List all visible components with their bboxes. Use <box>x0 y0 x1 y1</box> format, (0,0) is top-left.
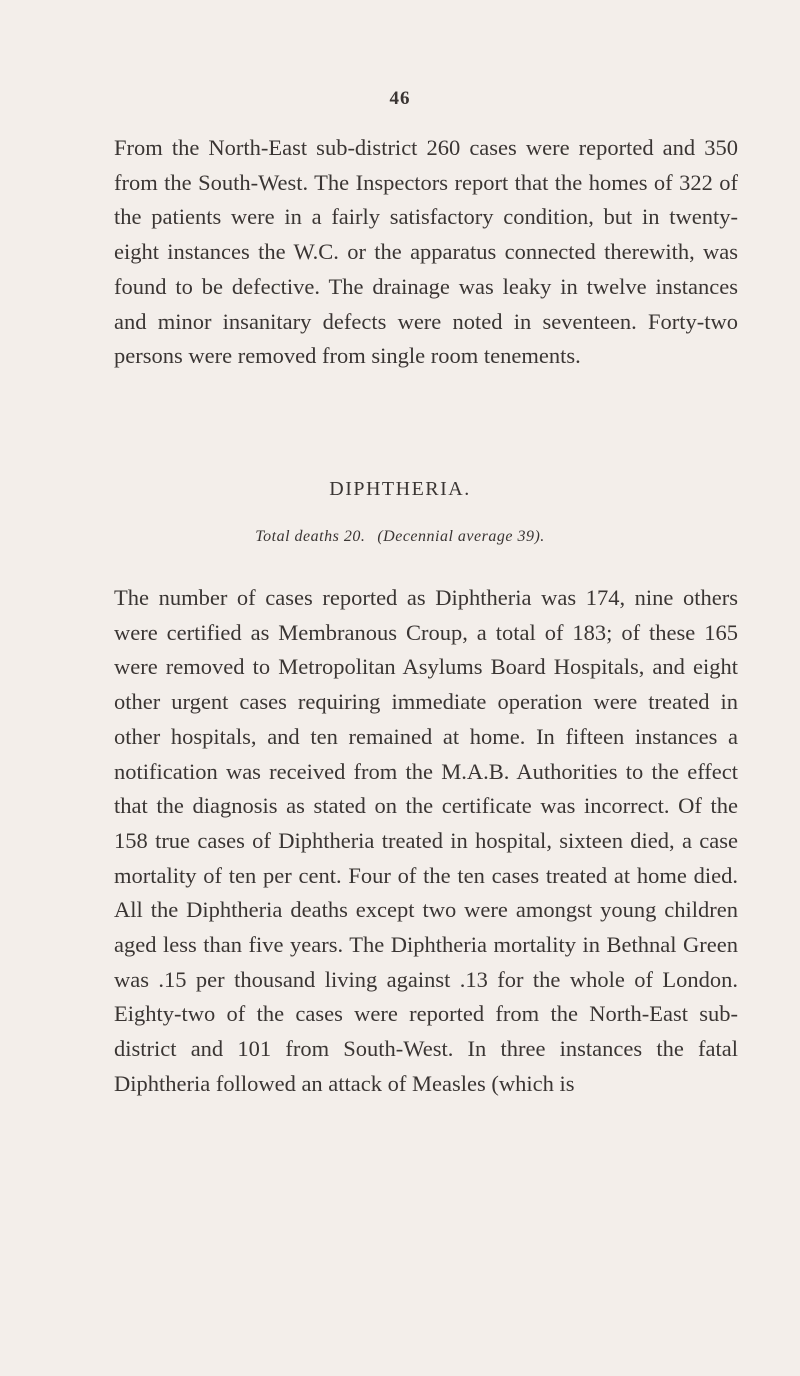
paragraph-diphtheria-cases: The number of cases reported as Diphtheria was 174, nine others were certified as Membranous Croup, a total of 183; of these 165 were removed to Metropolitan Asylums Board Hospitals, and eight other urgent cases requiring immediate operation were treated in other hospitals, and ten remained at home. In fifteen instances a notification was received from the M.A.B. Authorities to the effect that the diagnosis as stated on the certificate was incorrect. Of the 158 true cases of Diphtheria treated in hospital, sixteen died, a case mortality of ten per cent. Four of the ten cases treated at home died. All the Diphtheria deaths except two were amongst young children aged less than five years. The Diphtheria mortality in Bethnal Green was .15 per thousand living against .13 for the whole of London. Eighty-two of the cases were reported from the North-East sub-district and 101 from South-West. In three instances the fatal Diphtheria followed an attack of Measles (which is <box>114 585 738 1096</box>
decennial-average: (Decennial average 39). <box>377 528 545 545</box>
total-deaths: Total deaths 20. <box>255 528 366 545</box>
page-number: 46 <box>389 88 411 109</box>
paragraph-north-east-cases: From the North-East sub-district 260 cases were reported and 350 from the South-West. The Inspectors report that the homes of 322 of the patients were in a fairly satisfactory condition, but in twenty-eight instances the W.C. or the apparatus connected therewith, was found to be defective. The drainage was leaky in twelve instances and minor insanitary defects were noted in seventeen. Forty-two persons were removed from single room tenements. <box>114 135 738 369</box>
section-heading-diphtheria: DIPHTHERIA. <box>329 478 471 500</box>
deaths-summary <box>0 528 800 546</box>
